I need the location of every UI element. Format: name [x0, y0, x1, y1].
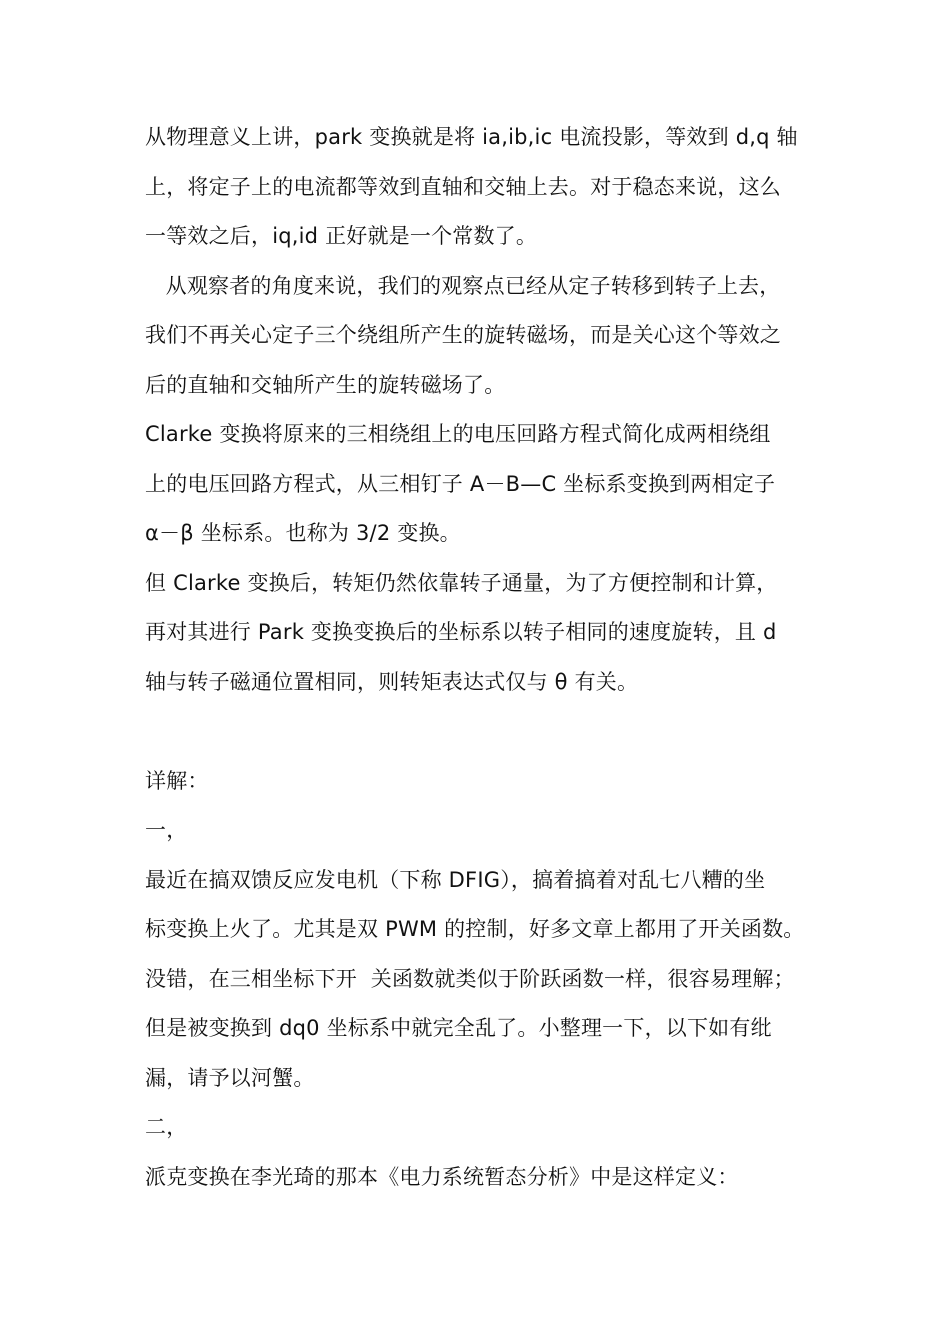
- text-line: 但 Clarke 变换后，转矩仍然依靠转子通量，为了方便控制和计算，: [145, 570, 778, 595]
- text-line: 后的直轴和交轴所产生的旋转磁场了。: [145, 372, 506, 397]
- blank-line: [145, 707, 815, 757]
- text-line: 上的电压回路方程式，从三相钉子 A－B—C 坐标系变换到两相定子: [145, 471, 776, 496]
- text-line: 标变换上火了。尤其是双 PWM 的控制，好多文章上都用了开关函数。: [145, 917, 805, 941]
- text-line: 从观察者的角度来说，我们的观察点已经从定子转移到转子上去，: [145, 273, 781, 298]
- text-line: α－β 坐标系。也称为 3/2 变换。: [145, 521, 461, 545]
- text-line: 轴与转子磁通位置相同，则转矩表达式仅与 θ 有关。: [145, 669, 639, 694]
- section-heading: 详解：: [145, 768, 209, 793]
- text-line: 一等效之后，iq,id 正好就是一个常数了。: [145, 224, 538, 248]
- section-number: 二，: [145, 1115, 188, 1139]
- text-line: 但是被变换到 dq0 坐标系中就完全乱了。小整理一下，以下如有纰: [145, 1016, 772, 1040]
- text-line: 从物理意义上讲，park 变换就是将 ia,ib,ic 电流投影，等效到 d,q 轴: [145, 125, 798, 149]
- text-line: 派克变换在李光琦的那本《电力系统暂态分析》中是这样定义：: [145, 1164, 739, 1189]
- text-line: 没错，在三相坐标下开 关函数就类似于阶跃函数一样，很容易理解；: [145, 966, 795, 991]
- text-line: 我们不再关心定子三个绕组所产生的旋转磁场，而是关心这个等效之: [145, 323, 781, 347]
- section-number: 一，: [145, 818, 188, 842]
- text-line: 上，将定子上的电流都等效到直轴和交轴上去。对于稳态来说，这么: [145, 174, 781, 199]
- text-line: 再对其进行 Park 变换变换后的坐标系以转子相同的速度旋转，且 d: [145, 620, 777, 644]
- text-line: Clarke 变换将原来的三相绕组上的电压回路方程式简化成两相绕组: [145, 422, 771, 446]
- text-line: 最近在搞双馈反应发电机（下称 DFIG），搞着搞着对乱七八糟的坐: [145, 867, 766, 892]
- text-line: 漏，请予以河蟹。: [145, 1065, 315, 1090]
- document-body: [145, 113, 815, 1202]
